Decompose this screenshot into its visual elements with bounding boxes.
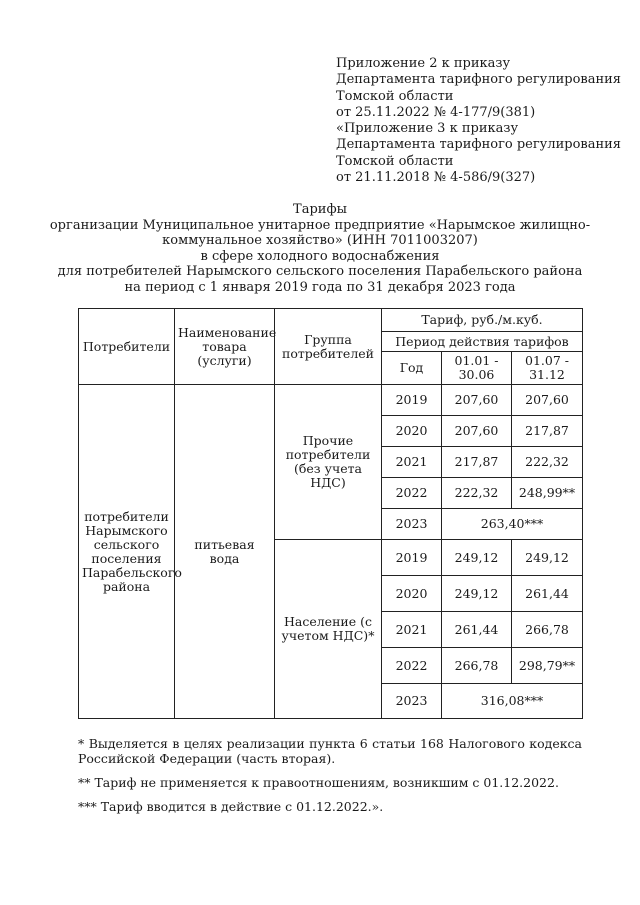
- tariff-cell: 249,12: [442, 540, 512, 576]
- header-tariff: Тариф, руб./м.куб.: [382, 309, 583, 332]
- tariff-cell: 248,99**: [512, 478, 583, 509]
- tariff-cell: 217,87: [442, 447, 512, 478]
- order-reference-line: Департамента тарифного регулирования: [336, 137, 621, 153]
- tariff-cell: 261,44: [512, 576, 583, 612]
- year-cell: 2021: [382, 612, 442, 648]
- footnote: ** Тариф не применяется к правоотношениям, возникшим с 01.12.2022.: [78, 775, 559, 790]
- table-row: [79, 385, 583, 416]
- consumer-cell: потребители Нарымского сельского поселения Парабельского района: [79, 385, 175, 719]
- order-reference-line: Томской области: [336, 88, 454, 104]
- order-reference-block: [336, 56, 621, 186]
- year-cell: 2023: [382, 684, 442, 719]
- tariff-cell: 217,87: [512, 416, 583, 447]
- order-reference-line: Томской области: [336, 153, 454, 169]
- tariff-table: [78, 308, 583, 719]
- header-period: Период действия тарифов: [382, 332, 583, 352]
- year-cell: 2023: [382, 509, 442, 540]
- year-cell: 2019: [382, 540, 442, 576]
- tariff-cell: 207,60: [442, 416, 512, 447]
- title-line: в сфере холодного водоснабжения: [200, 248, 440, 264]
- footnote: *** Тариф вводится в действие с 01.12.2022.».: [78, 799, 384, 814]
- order-reference-line: от 25.11.2022 № 4-177/9(381): [336, 104, 536, 120]
- title-line: для потребителей Нарымского сельского поселения Парабельского района: [57, 264, 583, 279]
- order-reference-line: от 21.11.2018 № 4-586/9(327): [336, 170, 536, 186]
- header-half1: 01.01 - 30.06: [442, 352, 512, 385]
- order-reference-line: «Приложение 3 к приказу: [336, 121, 519, 137]
- header-consumers: Потребители: [79, 309, 175, 385]
- title-line: на период с 1 января 2019 года по 31 декабря 2023 года: [124, 279, 516, 295]
- title-line: Тарифы: [293, 202, 347, 217]
- tariff-cell: 298,79**: [512, 648, 583, 684]
- tariff-cell: 249,12: [512, 540, 583, 576]
- group-cell-other: Прочие потребители (без учета НДС): [275, 385, 382, 540]
- tariff-cell: 222,32: [512, 447, 583, 478]
- order-reference-line: Департамента тарифного регулирования: [336, 72, 621, 88]
- year-cell: 2021: [382, 447, 442, 478]
- title-line: коммунальное хозяйство» (ИНН 7011003207): [162, 233, 478, 248]
- tariff-cell-merged: 316,08***: [442, 684, 583, 719]
- tariff-cell: 261,44: [442, 612, 512, 648]
- header-group: Группа потребителей: [275, 309, 382, 385]
- group-cell-population: Население (с учетом НДС)*: [275, 540, 382, 719]
- tariff-cell: 222,32: [442, 478, 512, 509]
- tariff-cell: 207,60: [512, 385, 583, 416]
- tariff-cell: 266,78: [442, 648, 512, 684]
- header-half2: 01.07 - 31.12: [512, 352, 583, 385]
- product-cell: питьевая вода: [175, 385, 275, 719]
- year-cell: 2022: [382, 648, 442, 684]
- document-title: [0, 202, 640, 295]
- tariff-cell: 266,78: [512, 612, 583, 648]
- tariff-cell: 249,12: [442, 576, 512, 612]
- year-cell: 2022: [382, 478, 442, 509]
- order-reference-line: Приложение 2 к приказу: [336, 56, 511, 71]
- year-cell: 2020: [382, 576, 442, 612]
- header-year: Год: [382, 352, 442, 385]
- footnote: * Выделяется в целях реализации пункта 6 статьи 168 Налогового кодекса Российской Федерации (часть вторая).: [78, 736, 582, 766]
- year-cell: 2019: [382, 385, 442, 416]
- footnotes: [78, 736, 582, 823]
- tariff-cell-merged: 263,40***: [442, 509, 583, 540]
- year-cell: 2020: [382, 416, 442, 447]
- title-line: организации Муниципальное унитарное предприятие «Нарымское жилищно-: [49, 217, 591, 233]
- header-product: Наименование товара (услуги): [175, 309, 275, 385]
- tariff-cell: 207,60: [442, 385, 512, 416]
